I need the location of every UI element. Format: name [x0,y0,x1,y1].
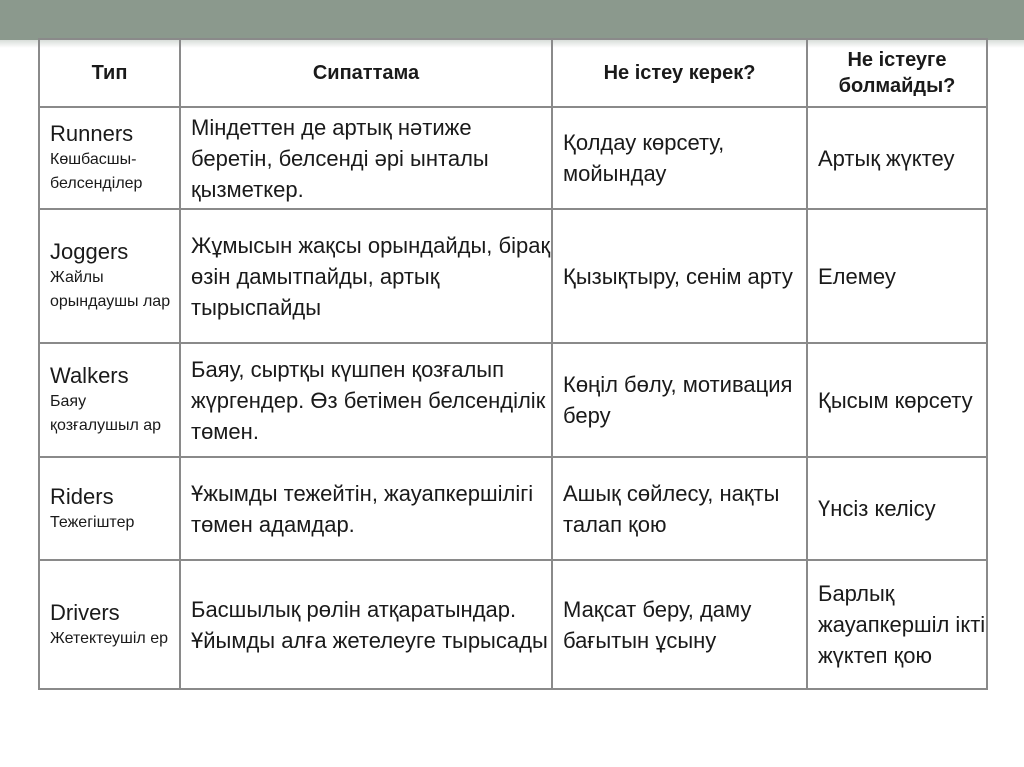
type-english: Runners [50,121,134,146]
table-row [39,107,987,209]
type-english: Walkers [50,363,129,388]
table-row [39,209,987,343]
what-not-to-do-cell: Елемеу [807,209,987,343]
type-english: Riders [50,483,114,509]
what-to-do-cell: Көңіл бөлу, мотивация беру [552,343,807,457]
type-english: Joggers [50,239,129,264]
what-not-to-do-cell: Қысым көрсету [807,343,987,457]
type-kazakh: Баяу қозғалушыл ар [50,393,162,434]
top-banner [0,0,1024,40]
description-cell: Баяу, сыртқы күшпен қозғалып жүргендер. Өз бетімен белсенділік төмен. [180,343,552,457]
what-not-to-do-cell: Барлық жауапкершіл ікті жүктеп қою [807,560,987,689]
type-kazakh: Жайлы орындаушы лар [50,269,171,310]
type-cell [39,560,180,689]
table-row [39,560,987,689]
type-kazakh: Тежегіштер [50,513,135,531]
type-cell [39,343,180,457]
what-not-to-do-cell: Артық жүктеу [807,107,987,209]
type-english: Drivers [50,599,120,625]
type-kazakh: Жетектеушіл ер [50,629,169,647]
table-row [39,343,987,457]
what-to-do-cell: Қызықтыру, сенім арту [552,209,807,343]
type-cell [39,107,180,209]
table-header-row [39,39,987,107]
description-cell: Жұмысын жақсы орындайды, бірақ өзін дамытпайды, артық тырыспайды [180,209,552,343]
table-row [39,457,987,560]
header-what-to-do: Не істеу керек? [552,39,807,107]
type-kazakh: Көшбасшы-белсенділер [50,151,143,192]
employee-types-table [38,38,988,690]
what-to-do-cell: Қолдау көрсету, мойындау [552,107,807,209]
header-type: Тип [39,39,180,107]
description-cell: Басшылық рөлін атқаратындар. Ұйымды алға жетелеуге тырысады [180,560,552,689]
type-cell [39,209,180,343]
header-description: Сипаттама [180,39,552,107]
type-cell [39,457,180,560]
what-to-do-cell: Ашық сөйлесу, нақты талап қою [552,457,807,560]
description-cell: Міндеттен де артық нәтиже беретін, белсенді әрі ынталы қызметкер. [180,107,552,209]
what-to-do-cell: Мақсат беру, даму бағытын ұсыну [552,560,807,689]
what-not-to-do-cell: Үнсіз келісу [807,457,987,560]
description-cell: Ұжымды тежейтін, жауапкершілігі төмен адамдар. [180,457,552,560]
header-what-not-to-do: Не істеуге болмайды? [807,39,987,107]
